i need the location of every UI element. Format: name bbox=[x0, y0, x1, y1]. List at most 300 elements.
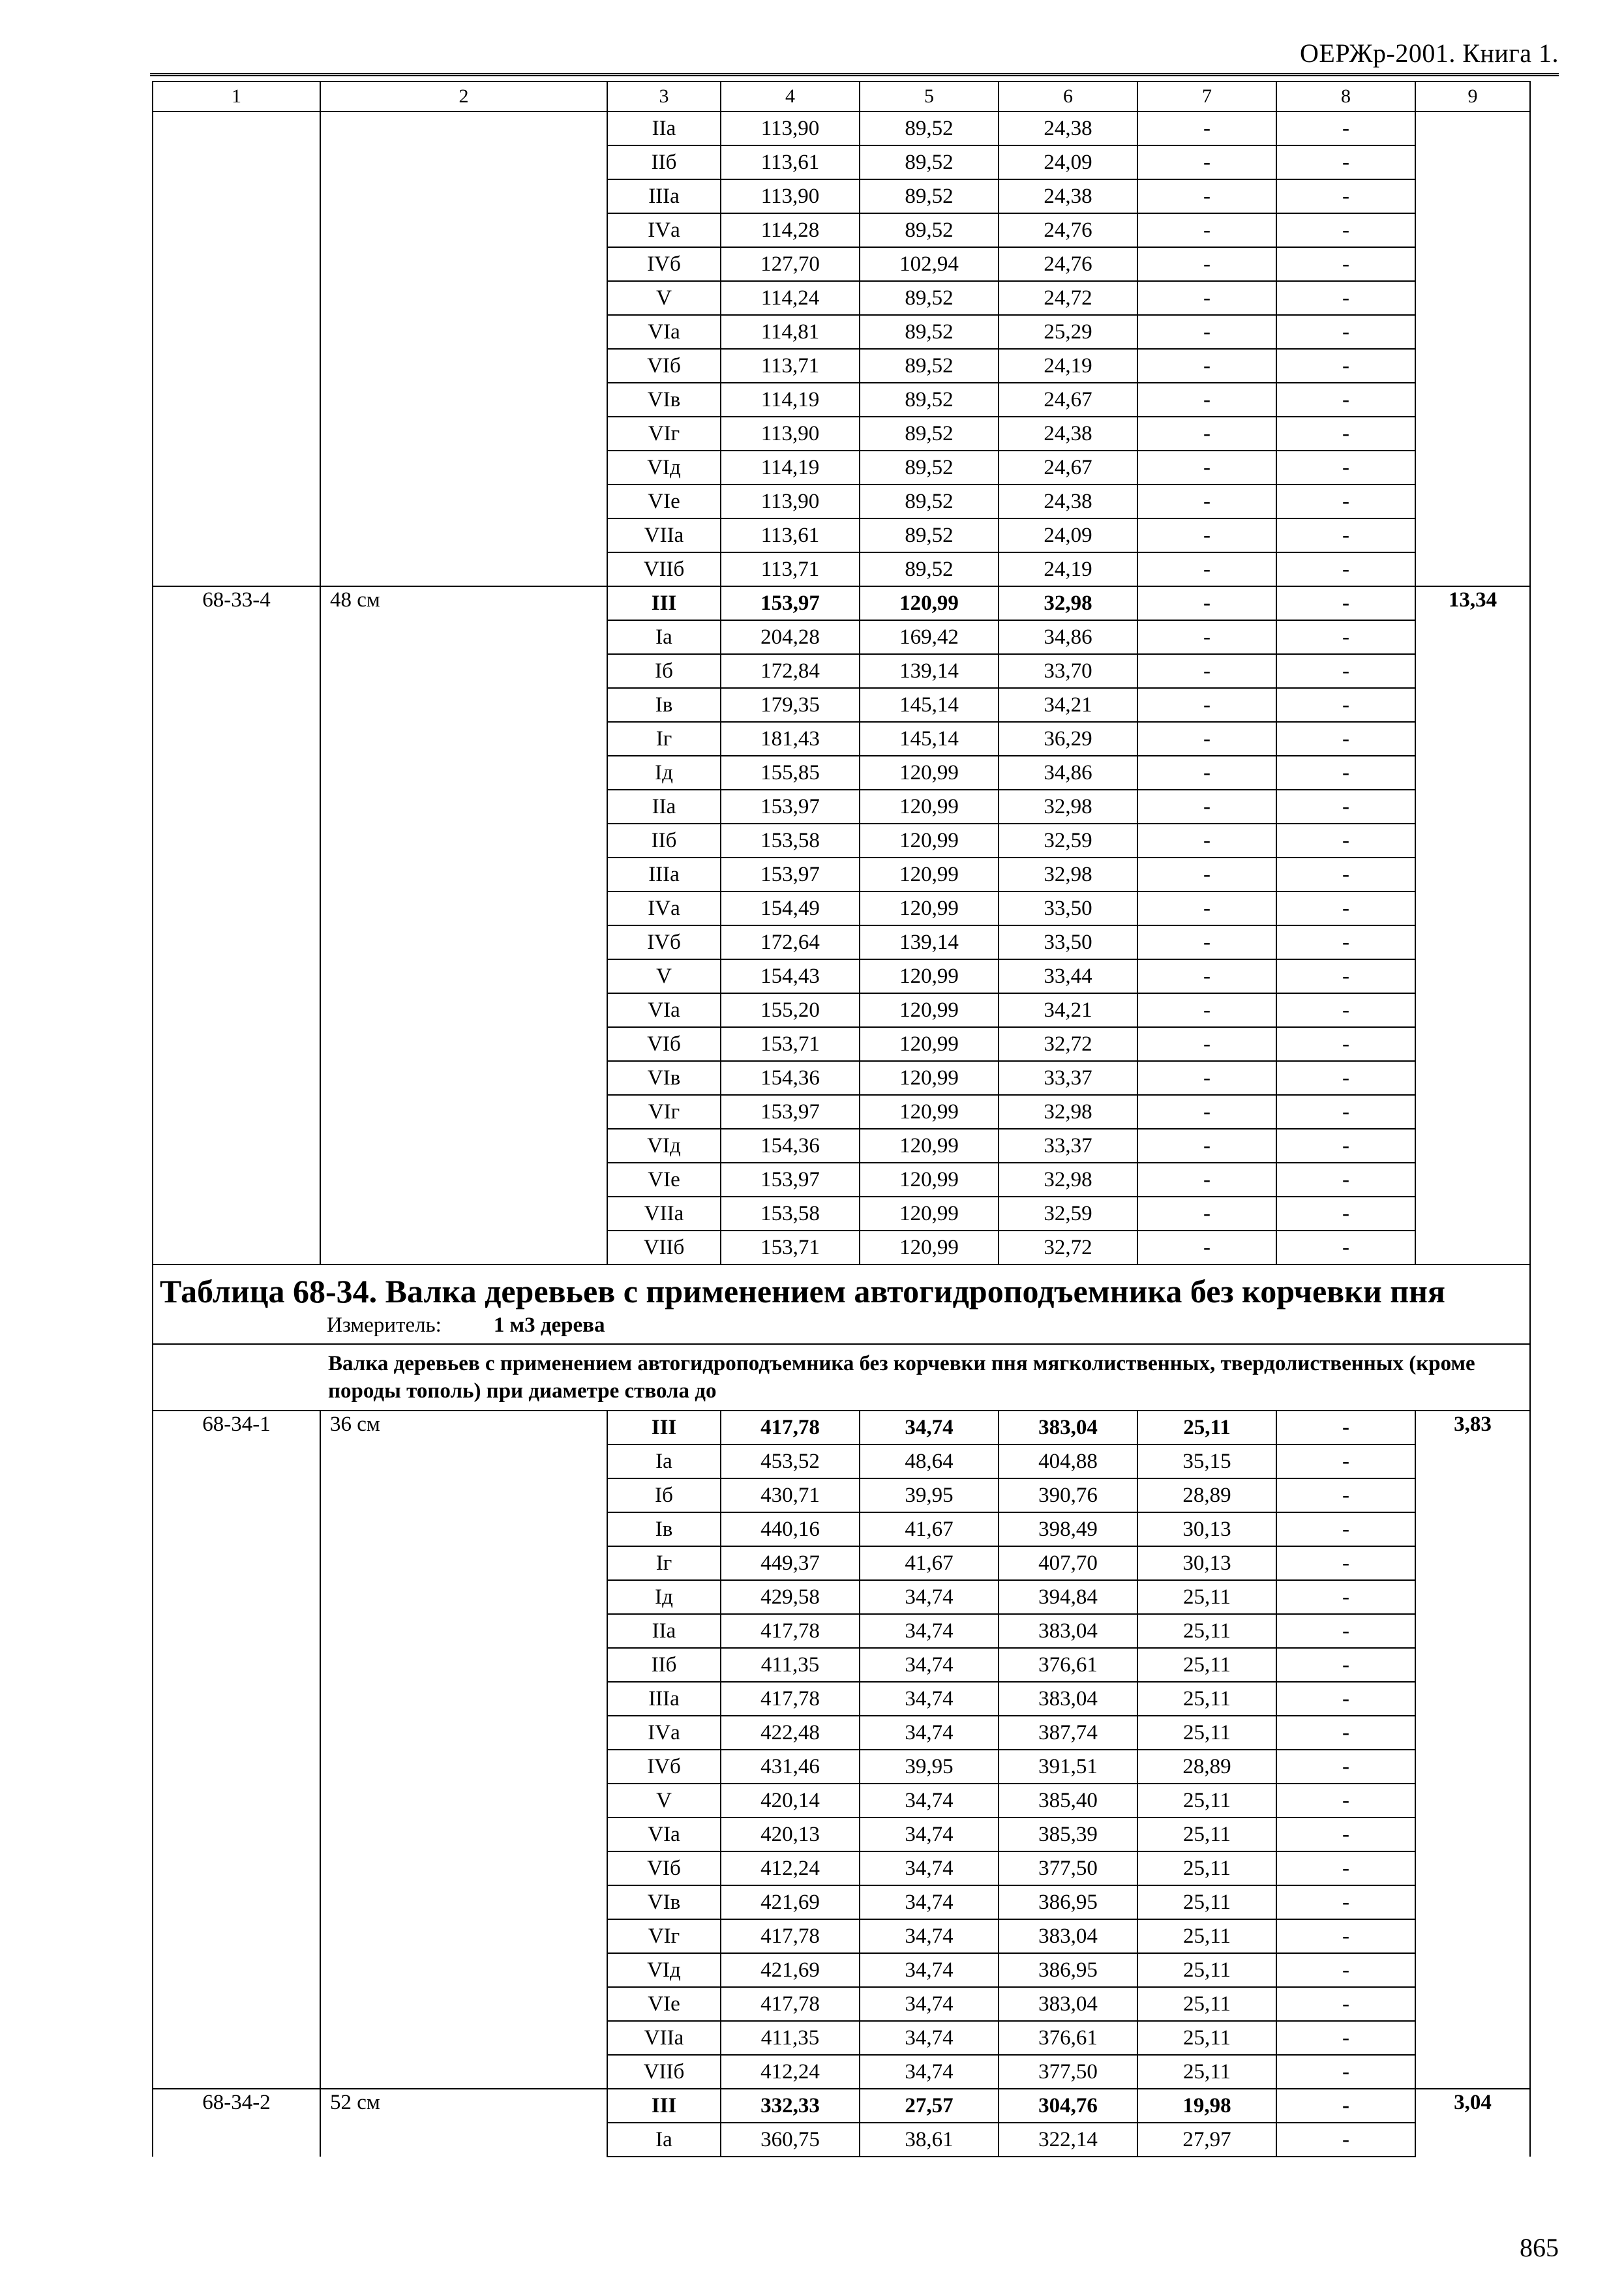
labor-hours-cell bbox=[1415, 722, 1530, 756]
table-row bbox=[153, 1197, 1530, 1231]
norm-code-cell bbox=[153, 1095, 320, 1129]
machine-cost-cell: 32,72 bbox=[999, 1027, 1137, 1061]
labor-cost-cell: 89,52 bbox=[860, 451, 999, 485]
driver-wage-cell: - bbox=[1137, 112, 1276, 145]
table-row bbox=[153, 1512, 1530, 1546]
stem-diameter-cell bbox=[320, 112, 607, 145]
labor-cost-cell: 89,52 bbox=[860, 213, 999, 247]
driver-wage-cell: - bbox=[1137, 620, 1276, 654]
labor-hours-cell bbox=[1415, 1953, 1530, 1987]
driver-wage-cell: - bbox=[1137, 1231, 1276, 1264]
total-cost-cell: 114,19 bbox=[721, 383, 860, 417]
stem-diameter-cell bbox=[320, 1197, 607, 1231]
table-row bbox=[153, 1478, 1530, 1512]
labor-cost-cell: 120,99 bbox=[860, 824, 999, 858]
stem-diameter-cell bbox=[320, 213, 607, 247]
table-row bbox=[153, 1546, 1530, 1580]
column-number: 8 bbox=[1276, 82, 1415, 112]
machine-cost-cell: 33,37 bbox=[999, 1061, 1137, 1095]
column-number: 5 bbox=[860, 82, 999, 112]
total-cost-cell: 155,85 bbox=[721, 756, 860, 790]
stem-diameter-cell bbox=[320, 1953, 607, 1987]
zone-cell: III bbox=[607, 1411, 721, 1444]
stem-diameter-cell bbox=[320, 383, 607, 417]
zone-cell: VIд bbox=[607, 1129, 721, 1163]
materials-cost-cell: - bbox=[1276, 1478, 1415, 1512]
materials-cost-cell: - bbox=[1276, 2123, 1415, 2157]
table-row bbox=[153, 586, 1530, 620]
driver-wage-cell: - bbox=[1137, 213, 1276, 247]
running-header: ОЕРЖр-2001. Книга 1. bbox=[1300, 38, 1559, 68]
table-row bbox=[153, 1784, 1530, 1818]
total-cost-cell: 113,90 bbox=[721, 417, 860, 451]
column-number: 1 bbox=[153, 82, 320, 112]
labor-hours-cell bbox=[1415, 1750, 1530, 1784]
materials-cost-cell: - bbox=[1276, 213, 1415, 247]
total-cost-cell: 411,35 bbox=[721, 1648, 860, 1682]
materials-cost-cell: - bbox=[1276, 756, 1415, 790]
materials-cost-cell: - bbox=[1276, 1129, 1415, 1163]
machine-cost-cell: 33,50 bbox=[999, 925, 1137, 959]
table-row bbox=[153, 1750, 1530, 1784]
zone-cell: VIе bbox=[607, 1987, 721, 2021]
driver-wage-cell: - bbox=[1137, 552, 1276, 586]
labor-hours-cell bbox=[1415, 179, 1530, 213]
machine-cost-cell: 32,72 bbox=[999, 1231, 1137, 1264]
labor-cost-cell: 169,42 bbox=[860, 620, 999, 654]
labor-cost-cell: 120,99 bbox=[860, 586, 999, 620]
measure-label: Измеритель: bbox=[327, 1313, 442, 1337]
labor-hours-cell bbox=[1415, 1027, 1530, 1061]
materials-cost-cell: - bbox=[1276, 1580, 1415, 1614]
total-cost-cell: 360,75 bbox=[721, 2123, 860, 2157]
zone-cell: VIе bbox=[607, 1163, 721, 1197]
stem-diameter-cell bbox=[320, 620, 607, 654]
materials-cost-cell: - bbox=[1276, 1614, 1415, 1648]
machine-cost-cell: 33,70 bbox=[999, 654, 1137, 688]
zone-cell: IIб bbox=[607, 824, 721, 858]
driver-wage-cell: 25,11 bbox=[1137, 1580, 1276, 1614]
materials-cost-cell: - bbox=[1276, 1953, 1415, 1987]
materials-cost-cell: - bbox=[1276, 1851, 1415, 1885]
zone-cell: IVб bbox=[607, 247, 721, 281]
column-number-row bbox=[153, 82, 1530, 112]
machine-cost-cell: 376,61 bbox=[999, 2021, 1137, 2055]
total-cost-cell: 332,33 bbox=[721, 2089, 860, 2123]
driver-wage-cell: 25,11 bbox=[1137, 1648, 1276, 1682]
driver-wage-cell: 25,11 bbox=[1137, 1885, 1276, 1919]
labor-cost-cell: 34,74 bbox=[860, 2055, 999, 2089]
labor-hours-cell bbox=[1415, 1478, 1530, 1512]
norm-code-cell bbox=[153, 891, 320, 925]
total-cost-cell: 417,78 bbox=[721, 1987, 860, 2021]
machine-cost-cell: 32,98 bbox=[999, 1095, 1137, 1129]
zone-cell: VIб bbox=[607, 349, 721, 383]
labor-cost-cell: 34,74 bbox=[860, 1818, 999, 1851]
header-rule bbox=[150, 73, 1559, 76]
labor-cost-cell: 89,52 bbox=[860, 485, 999, 518]
stem-diameter-cell: 48 см bbox=[320, 586, 607, 620]
driver-wage-cell: - bbox=[1137, 1095, 1276, 1129]
driver-wage-cell: 28,89 bbox=[1137, 1478, 1276, 1512]
total-cost-cell: 417,78 bbox=[721, 1614, 860, 1648]
labor-cost-cell: 120,99 bbox=[860, 790, 999, 824]
machine-cost-cell: 383,04 bbox=[999, 1919, 1137, 1953]
total-cost-cell: 421,69 bbox=[721, 1885, 860, 1919]
norm-code-cell bbox=[153, 1614, 320, 1648]
materials-cost-cell: - bbox=[1276, 179, 1415, 213]
labor-cost-cell: 102,94 bbox=[860, 247, 999, 281]
labor-hours-cell bbox=[1415, 485, 1530, 518]
norm-code-cell bbox=[153, 790, 320, 824]
norm-code-cell bbox=[153, 993, 320, 1027]
materials-cost-cell: - bbox=[1276, 722, 1415, 756]
labor-cost-cell: 120,99 bbox=[860, 1095, 999, 1129]
machine-cost-cell: 390,76 bbox=[999, 1478, 1137, 1512]
zone-cell: VIб bbox=[607, 1027, 721, 1061]
driver-wage-cell: 25,11 bbox=[1137, 1784, 1276, 1818]
norm-code-cell bbox=[153, 485, 320, 518]
table-row bbox=[153, 925, 1530, 959]
labor-hours-cell bbox=[1415, 1546, 1530, 1580]
table-row bbox=[153, 858, 1530, 891]
stem-diameter-cell bbox=[320, 993, 607, 1027]
machine-cost-cell: 394,84 bbox=[999, 1580, 1137, 1614]
labor-cost-cell: 41,67 bbox=[860, 1546, 999, 1580]
zone-cell: VIIа bbox=[607, 1197, 721, 1231]
table-row bbox=[153, 451, 1530, 485]
zone-cell: VIд bbox=[607, 451, 721, 485]
table-row bbox=[153, 2021, 1530, 2055]
table-row bbox=[153, 383, 1530, 417]
stem-diameter-cell bbox=[320, 179, 607, 213]
labor-hours-cell bbox=[1415, 1512, 1530, 1546]
machine-cost-cell: 404,88 bbox=[999, 1444, 1137, 1478]
table-row bbox=[153, 417, 1530, 451]
labor-cost-cell: 34,74 bbox=[860, 1716, 999, 1750]
labor-hours-cell bbox=[1415, 383, 1530, 417]
norm-code-cell bbox=[153, 1197, 320, 1231]
labor-hours-cell bbox=[1415, 1885, 1530, 1919]
stem-diameter-cell bbox=[320, 349, 607, 383]
labor-cost-cell: 34,74 bbox=[860, 1919, 999, 1953]
total-cost-cell: 420,13 bbox=[721, 1818, 860, 1851]
machine-cost-cell: 383,04 bbox=[999, 1682, 1137, 1716]
table-row bbox=[153, 620, 1530, 654]
zone-cell: Iв bbox=[607, 1512, 721, 1546]
materials-cost-cell: - bbox=[1276, 1987, 1415, 2021]
table-row bbox=[153, 2089, 1530, 2123]
total-cost-cell: 153,58 bbox=[721, 824, 860, 858]
total-cost-cell: 153,97 bbox=[721, 1163, 860, 1197]
materials-cost-cell: - bbox=[1276, 688, 1415, 722]
table-row bbox=[153, 756, 1530, 790]
zone-cell: IVа bbox=[607, 213, 721, 247]
labor-hours-cell bbox=[1415, 959, 1530, 993]
labor-cost-cell: 120,99 bbox=[860, 1129, 999, 1163]
labor-hours-cell: 3,83 bbox=[1415, 1411, 1530, 1444]
driver-wage-cell: 25,11 bbox=[1137, 1919, 1276, 1953]
labor-hours-cell bbox=[1415, 1614, 1530, 1648]
total-cost-cell: 181,43 bbox=[721, 722, 860, 756]
norm-code-cell bbox=[153, 959, 320, 993]
machine-cost-cell: 24,76 bbox=[999, 213, 1137, 247]
materials-cost-cell: - bbox=[1276, 891, 1415, 925]
labor-hours-cell bbox=[1415, 1851, 1530, 1885]
labor-hours-cell bbox=[1415, 891, 1530, 925]
stem-diameter-cell bbox=[320, 1682, 607, 1716]
total-cost-cell: 440,16 bbox=[721, 1512, 860, 1546]
driver-wage-cell: - bbox=[1137, 1027, 1276, 1061]
stem-diameter-cell bbox=[320, 1919, 607, 1953]
labor-cost-cell: 145,14 bbox=[860, 688, 999, 722]
labor-cost-cell: 34,74 bbox=[860, 1953, 999, 1987]
machine-cost-cell: 36,29 bbox=[999, 722, 1137, 756]
stem-diameter-cell bbox=[320, 145, 607, 179]
norm-code-cell bbox=[153, 383, 320, 417]
measure-line bbox=[160, 1311, 1523, 1339]
column-number: 4 bbox=[721, 82, 860, 112]
norm-code-cell bbox=[153, 2055, 320, 2089]
stem-diameter-cell bbox=[320, 1478, 607, 1512]
materials-cost-cell: - bbox=[1276, 858, 1415, 891]
machine-cost-cell: 33,37 bbox=[999, 1129, 1137, 1163]
zone-cell: Iб bbox=[607, 1478, 721, 1512]
section-description: Валка деревьев с применением автогидроподъемника без корчевки пня мягколиственных, твердолиственных (кроме породы тополь) при диаметре ствола до bbox=[153, 1344, 1530, 1411]
zone-cell: VIIа bbox=[607, 518, 721, 552]
machine-cost-cell: 385,40 bbox=[999, 1784, 1137, 1818]
machine-cost-cell: 24,67 bbox=[999, 451, 1137, 485]
norm-code-cell bbox=[153, 247, 320, 281]
zone-cell: III bbox=[607, 586, 721, 620]
table-row bbox=[153, 145, 1530, 179]
labor-hours-cell bbox=[1415, 790, 1530, 824]
stem-diameter-cell bbox=[320, 2123, 607, 2157]
machine-cost-cell: 376,61 bbox=[999, 1648, 1137, 1682]
machine-cost-cell: 24,38 bbox=[999, 179, 1137, 213]
labor-cost-cell: 34,74 bbox=[860, 1648, 999, 1682]
zone-cell: VIIб bbox=[607, 552, 721, 586]
machine-cost-cell: 32,59 bbox=[999, 824, 1137, 858]
zone-cell: IIа bbox=[607, 112, 721, 145]
labor-hours-cell bbox=[1415, 858, 1530, 891]
total-cost-cell: 411,35 bbox=[721, 2021, 860, 2055]
labor-hours-cell bbox=[1415, 1129, 1530, 1163]
norm-code-cell bbox=[153, 722, 320, 756]
labor-cost-cell: 89,52 bbox=[860, 383, 999, 417]
labor-cost-cell: 27,57 bbox=[860, 2089, 999, 2123]
machine-cost-cell: 32,98 bbox=[999, 586, 1137, 620]
labor-cost-cell: 89,52 bbox=[860, 417, 999, 451]
zone-cell: IIб bbox=[607, 145, 721, 179]
norm-code-cell bbox=[153, 2021, 320, 2055]
total-cost-cell: 422,48 bbox=[721, 1716, 860, 1750]
labor-hours-cell bbox=[1415, 2021, 1530, 2055]
zone-cell: VIг bbox=[607, 1095, 721, 1129]
machine-cost-cell: 24,38 bbox=[999, 417, 1137, 451]
stem-diameter-cell bbox=[320, 1027, 607, 1061]
driver-wage-cell: - bbox=[1137, 858, 1276, 891]
norm-code-cell bbox=[153, 1061, 320, 1095]
total-cost-cell: 153,97 bbox=[721, 858, 860, 891]
zone-cell: IIIа bbox=[607, 858, 721, 891]
machine-cost-cell: 322,14 bbox=[999, 2123, 1137, 2157]
labor-hours-cell bbox=[1415, 2055, 1530, 2089]
driver-wage-cell: 25,11 bbox=[1137, 1818, 1276, 1851]
total-cost-cell: 430,71 bbox=[721, 1478, 860, 1512]
labor-hours-cell bbox=[1415, 417, 1530, 451]
machine-cost-cell: 32,98 bbox=[999, 858, 1137, 891]
driver-wage-cell: - bbox=[1137, 179, 1276, 213]
table-row bbox=[153, 993, 1530, 1027]
materials-cost-cell: - bbox=[1276, 552, 1415, 586]
materials-cost-cell: - bbox=[1276, 383, 1415, 417]
labor-cost-cell: 139,14 bbox=[860, 654, 999, 688]
stem-diameter-cell bbox=[320, 281, 607, 315]
table-row bbox=[153, 1987, 1530, 2021]
stem-diameter-cell: 52 см bbox=[320, 2089, 607, 2123]
page-number: 865 bbox=[1520, 2233, 1559, 2262]
table-row bbox=[153, 112, 1530, 145]
measure-unit: 1 м3 дерева bbox=[493, 1313, 605, 1337]
table-row bbox=[153, 2055, 1530, 2089]
total-cost-cell: 113,90 bbox=[721, 112, 860, 145]
total-cost-cell: 154,36 bbox=[721, 1129, 860, 1163]
total-cost-cell: 449,37 bbox=[721, 1546, 860, 1580]
norm-code-cell bbox=[153, 1919, 320, 1953]
machine-cost-cell: 24,09 bbox=[999, 145, 1137, 179]
stem-diameter-cell bbox=[320, 552, 607, 586]
norm-code-cell bbox=[153, 1784, 320, 1818]
labor-cost-cell: 89,52 bbox=[860, 349, 999, 383]
total-cost-cell: 113,71 bbox=[721, 349, 860, 383]
driver-wage-cell: - bbox=[1137, 247, 1276, 281]
materials-cost-cell: - bbox=[1276, 315, 1415, 349]
labor-hours-cell bbox=[1415, 1231, 1530, 1264]
materials-cost-cell: - bbox=[1276, 1648, 1415, 1682]
norm-code-cell bbox=[153, 281, 320, 315]
total-cost-cell: 114,19 bbox=[721, 451, 860, 485]
driver-wage-cell: 25,11 bbox=[1137, 1851, 1276, 1885]
materials-cost-cell: - bbox=[1276, 112, 1415, 145]
zone-cell: VIб bbox=[607, 1851, 721, 1885]
labor-hours-cell bbox=[1415, 1682, 1530, 1716]
machine-cost-cell: 34,86 bbox=[999, 756, 1137, 790]
labor-hours-cell bbox=[1415, 1163, 1530, 1197]
table-row bbox=[153, 1648, 1530, 1682]
total-cost-cell: 153,71 bbox=[721, 1231, 860, 1264]
zone-cell: Iд bbox=[607, 756, 721, 790]
stem-diameter-cell bbox=[320, 1818, 607, 1851]
labor-hours-cell bbox=[1415, 112, 1530, 145]
labor-hours-cell bbox=[1415, 1580, 1530, 1614]
zone-cell: Iв bbox=[607, 688, 721, 722]
labor-cost-cell: 38,61 bbox=[860, 2123, 999, 2157]
zone-cell: VIг bbox=[607, 1919, 721, 1953]
zone-cell: IIа bbox=[607, 1614, 721, 1648]
zone-cell: VIа bbox=[607, 315, 721, 349]
zone-cell: IIIа bbox=[607, 1682, 721, 1716]
table-row bbox=[153, 247, 1530, 281]
norm-code-cell bbox=[153, 925, 320, 959]
labor-hours-cell bbox=[1415, 145, 1530, 179]
norm-code-cell bbox=[153, 2123, 320, 2157]
driver-wage-cell: - bbox=[1137, 485, 1276, 518]
table-row bbox=[153, 2123, 1530, 2157]
table-row bbox=[153, 1682, 1530, 1716]
machine-cost-cell: 34,86 bbox=[999, 620, 1137, 654]
driver-wage-cell: - bbox=[1137, 349, 1276, 383]
norm-code-cell bbox=[153, 1580, 320, 1614]
machine-cost-cell: 304,76 bbox=[999, 2089, 1137, 2123]
labor-cost-cell: 34,74 bbox=[860, 2021, 999, 2055]
table-row bbox=[153, 1095, 1530, 1129]
machine-cost-cell: 387,74 bbox=[999, 1716, 1137, 1750]
zone-cell: VIIб bbox=[607, 1231, 721, 1264]
stem-diameter-cell bbox=[320, 790, 607, 824]
machine-cost-cell: 391,51 bbox=[999, 1750, 1137, 1784]
norm-code-cell bbox=[153, 145, 320, 179]
table-row bbox=[153, 722, 1530, 756]
stem-diameter-cell bbox=[320, 1129, 607, 1163]
labor-cost-cell: 34,74 bbox=[860, 1411, 999, 1444]
materials-cost-cell: - bbox=[1276, 1716, 1415, 1750]
norm-code-cell bbox=[153, 1682, 320, 1716]
driver-wage-cell: 30,13 bbox=[1137, 1546, 1276, 1580]
zone-cell: IVб bbox=[607, 925, 721, 959]
driver-wage-cell: - bbox=[1137, 1129, 1276, 1163]
labor-cost-cell: 89,52 bbox=[860, 552, 999, 586]
labor-cost-cell: 120,99 bbox=[860, 891, 999, 925]
zone-cell: V bbox=[607, 1784, 721, 1818]
materials-cost-cell: - bbox=[1276, 145, 1415, 179]
total-cost-cell: 412,24 bbox=[721, 2055, 860, 2089]
driver-wage-cell: 19,98 bbox=[1137, 2089, 1276, 2123]
materials-cost-cell: - bbox=[1276, 1682, 1415, 1716]
total-cost-cell: 153,97 bbox=[721, 790, 860, 824]
norm-code-cell bbox=[153, 451, 320, 485]
labor-hours-cell bbox=[1415, 1919, 1530, 1953]
norm-code-cell bbox=[153, 1512, 320, 1546]
stem-diameter-cell bbox=[320, 688, 607, 722]
zone-cell: VIв bbox=[607, 1061, 721, 1095]
table-row bbox=[153, 518, 1530, 552]
total-cost-cell: 421,69 bbox=[721, 1953, 860, 1987]
section-description-row bbox=[153, 1344, 1530, 1411]
stem-diameter-cell bbox=[320, 2055, 607, 2089]
table-row bbox=[153, 1129, 1530, 1163]
table-row bbox=[153, 1818, 1530, 1851]
table-row bbox=[153, 1027, 1530, 1061]
materials-cost-cell: - bbox=[1276, 1411, 1415, 1444]
labor-hours-cell bbox=[1415, 281, 1530, 315]
norm-code-cell bbox=[153, 824, 320, 858]
labor-hours-cell bbox=[1415, 1987, 1530, 2021]
labor-hours-cell bbox=[1415, 688, 1530, 722]
labor-hours-cell: 13,34 bbox=[1415, 586, 1530, 620]
table-row bbox=[153, 1444, 1530, 1478]
norm-code-cell bbox=[153, 1818, 320, 1851]
zone-cell: IVб bbox=[607, 1750, 721, 1784]
table-row bbox=[153, 1953, 1530, 1987]
materials-cost-cell: - bbox=[1276, 2089, 1415, 2123]
materials-cost-cell: - bbox=[1276, 654, 1415, 688]
table-row bbox=[153, 281, 1530, 315]
norm-code-cell bbox=[153, 1953, 320, 1987]
norm-code-cell bbox=[153, 620, 320, 654]
total-cost-cell: 153,58 bbox=[721, 1197, 860, 1231]
driver-wage-cell: - bbox=[1137, 993, 1276, 1027]
